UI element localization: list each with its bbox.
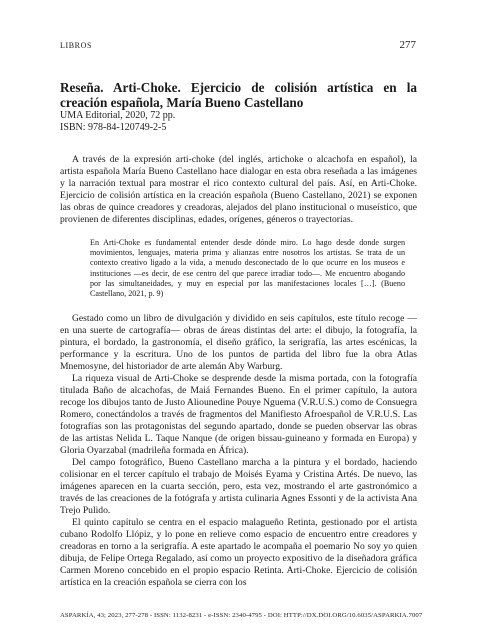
- paragraph-2: Gestado como un libro de divulgación y dividido en seis capítulos, este título recoge —en una suerte de cartografía— obras de áreas distintas del arte: el dibujo, la fotografía, la pintura, el bordado, la gastronomía, el diseño gráfico, la serigrafía, las artes escénicas, la performance y la escritura. Uno de los puntos de partida del libro fue la obra Atlas Mnemosyne, del historiador de arte alemán Aby Warburg.: [60, 313, 417, 373]
- block-quote: En Arti-Choke es fundamental entender desde dónde miro. Lo hago desde donde surgen movimientos, lenguajes, materia prima y alianzas entre nosotros los artistas. Se trata de un contexto creativo ligado a la vida, a menudo desconectado de lo que ocurre en los museos e instituciones —es decir, de ese centro del que parece irradiar todo—. Me encuentro abogando por las simultaneidades, y muy en especial por las manifestaciones locales […]. (Bueno Castellano, 2021, p. 9): [90, 238, 405, 299]
- paragraph-5: El quinto capítulo se centra en el espacio malagueño Retinta, gestionado por el artista cubano Rodolfo Llópiz, y lo pone en relieve como espacio de encuentro entre creadores y creadoras en torno a la serigrafía. A este apartado le acompaña el poemario No soy yo quien dibuja, de Felipe Ortega Regalado, así como un proyecto expositivo de la diseñadora gráfica Carmen Moreno concebido en el propio espacio Retinta. Arti-Choke. Ejercicio de colisión artística en la creación española se cierra con los: [60, 517, 417, 589]
- article-body: [60, 80, 417, 589]
- paragraph-3: La riqueza visual de Arti-Choke se desprende desde la misma portada, con la fotografía titulada Baño de alcachofas, de Maiá Fernandes Bueno. En el primer capítulo, la autora recoge los dibujos tanto de Justo Aliounedine Pouye Nguema (V.R.U.S.) como de Consuegra Romero, conectándolos a través de fragmentos del Manifiesto Afroespañol de V.R.U.S. Las fotografías son las protagonistas del segundo apartado, donde se pueden observar las obras de las artistas Nelida L. Taque Nanque (de origen bissau-guineano y formada en Europa) y Gloria Oyarzabal (madrileña formada en África).: [60, 373, 417, 457]
- review-title: Reseña. Arti-Choke. Ejercicio de colisión artística en la creación española, María Bueno Castellano: [60, 80, 417, 110]
- publisher-line: UMA Editorial, 2020, 72 pp.: [60, 110, 176, 121]
- isbn-line: ISBN: 978-84-120749-2-5: [60, 122, 167, 133]
- paragraph-1: A través de la expresión arti-choke (del inglés, artichoke o alcachofa en español), la artista española María Bueno Castellano hace dialogar en esta obra reseñada a las imágenes y la narración textual para mostrar el rico contexto cultural del país. Así, en Arti-Choke. Ejercicio de colisión artística en la creación española (Bueno Castellano, 2021) se exponen las obras de quince creadores y creadoras, alejados del plano institucional o museístico, que provienen de diferentes disciplinas, edades, orígenes, géneros o trayectorias.: [60, 154, 417, 225]
- running-head: LIBROS: [60, 41, 93, 50]
- paragraph-4: Del campo fotográfico, Bueno Castellano marcha a la pintura y el bordado, haciendo colisionar en el tercer capítulo el trabajo de Moisés Eyama y Cristina Artés. De nuevo, las imágenes aparecen en la cuarta sección, pero, esta vez, mostrando el arte gastronómico a través de las creaciones de la fotógrafa y artista culinaria Agnes Essonti y de la activista Ana Trejo Pulido.: [60, 457, 417, 517]
- page-number: 277: [399, 39, 416, 51]
- footer-citation: ASPARKÍA, 43; 2023, 277-278 - ISSN: 1132-8231 - e-ISSN: 2340-4795 - DOI: HTTP://DX.DOI.ORG/10.6035/ASPARKIA.7007: [60, 612, 423, 619]
